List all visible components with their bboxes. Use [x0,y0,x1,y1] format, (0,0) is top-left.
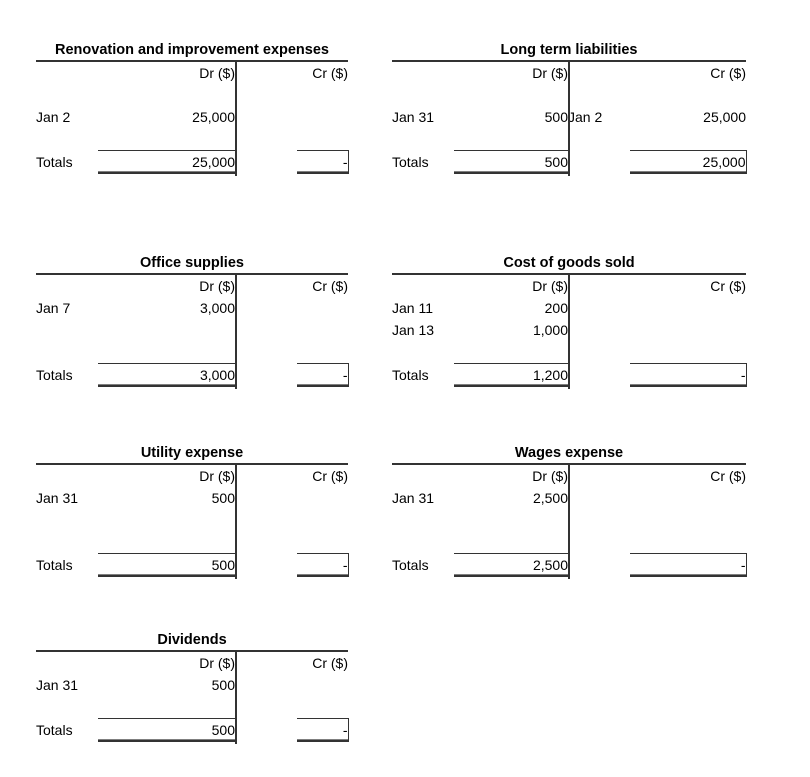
spacer-cell [98,84,235,106]
debit-column-header: Dr ($) [199,468,235,484]
credit-entry-amount: 25,000 [703,109,746,125]
credit-entry-date: Jan 2 [568,109,603,125]
filler-cell [454,531,568,554]
entry-row [36,674,348,696]
filler-cell [98,696,235,719]
totals-gap [235,364,297,387]
credit-column-header: Cr ($) [710,468,746,484]
debit-entry-date: Jan 31 [36,490,79,506]
entry-row [36,487,348,509]
totals-label: Totals [392,154,429,170]
t-account-wages-expense [392,445,746,577]
totals-label: Totals [36,154,73,170]
credit-entry-amount-empty [297,487,348,509]
filler-row [36,319,348,341]
t-account-column-header-row [36,465,348,487]
t-account-title: Wages expense [514,445,624,461]
spacer-cell [568,84,630,106]
header-spacer-debit [36,62,98,84]
debit-entry-amount: 2,500 [532,490,568,506]
filler-cell [98,128,235,151]
filler-cell [36,319,98,341]
entry-row [36,106,348,128]
debit-entry-amount: 3,000 [199,300,235,316]
header-spacer-credit [235,275,297,297]
t-account-grid [36,652,349,742]
credit-entry-date-empty [568,319,630,341]
totals-row [36,554,348,577]
totals-row [36,151,348,174]
debit-entry-date: Jan 13 [392,322,435,338]
t-account-title: Dividends [157,632,227,648]
filler-cell [235,696,297,719]
debit-column-header: Dr ($) [532,65,568,81]
filler-cell [568,128,630,151]
debit-credit-divider [235,652,237,744]
t-account-column-header-row [36,652,348,674]
header-spacer-debit [36,465,98,487]
spacer-cell [36,84,98,106]
credit-total-amount: 25,000 [630,151,746,174]
credit-entry-date-empty [235,487,297,509]
t-account-title: Utility expense [140,445,244,461]
header-spacer-debit [392,465,454,487]
debit-credit-divider [235,62,237,176]
filler-cell [568,341,630,364]
t-account-title: Renovation and improvement expenses [55,42,329,58]
credit-entry-amount-empty [630,487,746,509]
filler-cell [235,531,297,554]
entry-row [36,297,348,319]
t-account-office-supplies [36,255,348,387]
debit-entry-date: Jan 31 [392,109,435,125]
t-account-body [392,273,746,387]
debit-entry-amount: 25,000 [192,109,235,125]
t-account-body [392,463,746,577]
debit-column-header: Dr ($) [199,65,235,81]
debit-entry-date: Jan 31 [392,490,435,506]
t-account-title: Long term liabilities [500,42,638,58]
t-account-column-header-row [36,62,348,84]
debit-total-amount: 3,000 [98,364,235,387]
debit-total-amount: 2,500 [454,554,568,577]
credit-column-header: Cr ($) [312,278,348,294]
filler-cell [454,509,568,531]
spacer-cell [392,84,454,106]
credit-total-amount: - [630,554,746,577]
credit-total-amount: - [297,364,348,387]
t-account-renovation-and-improvement-expenses [36,42,348,174]
t-account-title: Office supplies [140,255,244,271]
debit-total-amount: 1,200 [454,364,568,387]
filler-cell [630,509,746,531]
totals-gap [568,554,630,577]
credit-column-header: Cr ($) [312,468,348,484]
filler-cell [36,509,98,531]
credit-entry-amount-empty [297,674,348,696]
debit-total-amount: 500 [98,554,235,577]
debit-entry-date: Jan 11 [392,300,433,316]
debit-total-amount: 500 [454,151,568,174]
credit-entry-date-empty [235,106,297,128]
filler-cell [454,341,568,364]
header-spacer-debit [36,275,98,297]
filler-cell [297,531,348,554]
filler-cell [392,128,454,151]
totals-label: Totals [392,557,429,573]
debit-entry-date: Jan 7 [36,300,71,316]
filler-row [36,128,348,151]
filler-cell [36,531,98,554]
credit-total-amount: - [297,719,348,742]
filler-cell [235,319,297,341]
debit-credit-divider [235,275,237,389]
totals-gap [568,151,630,174]
t-account-cost-of-goods-sold [392,255,746,387]
filler-cell [98,509,235,531]
credit-column-header: Cr ($) [710,65,746,81]
header-spacer-credit [568,465,630,487]
credit-column-header: Cr ($) [312,65,348,81]
debit-entry-date: Jan 31 [36,677,79,693]
header-spacer-debit [392,275,454,297]
credit-column-header: Cr ($) [312,655,348,671]
debit-entry-amount: 500 [544,109,568,125]
t-account-body [36,650,348,742]
t-account-body [36,463,348,577]
credit-entry-date-empty [235,674,297,696]
filler-row [36,696,348,719]
filler-cell [297,319,348,341]
filler-cell [392,509,454,531]
debit-credit-divider [235,465,237,579]
spacer-row [36,84,348,106]
filler-cell [630,341,746,364]
t-account-column-header-row [36,275,348,297]
spacer-cell [630,84,746,106]
t-account-utility-expense [36,445,348,577]
filler-row [36,509,348,531]
totals-label: Totals [36,557,73,573]
t-account-title: Cost of goods sold [503,255,635,271]
filler-cell [297,696,348,719]
filler-cell [98,341,235,364]
credit-entry-amount-empty [630,319,746,341]
filler-cell [235,128,297,151]
credit-entry-date-empty [568,297,630,319]
header-spacer-credit [235,652,297,674]
debit-credit-divider [568,465,570,579]
filler-cell [568,531,630,554]
filler-row [36,341,348,364]
totals-row [36,719,348,742]
spacer-cell [297,84,348,106]
credit-entry-date-empty [235,297,297,319]
filler-cell [392,341,454,364]
filler-cell [630,128,746,151]
filler-cell [36,696,98,719]
filler-row [36,531,348,554]
debit-credit-divider [568,62,570,176]
debit-credit-divider [568,275,570,389]
spacer-cell [235,84,297,106]
totals-row [36,364,348,387]
filler-cell [235,509,297,531]
header-spacer-debit [36,652,98,674]
totals-gap [235,554,297,577]
credit-total-amount: - [630,364,746,387]
t-account-body [392,60,746,174]
debit-entry-amount: 1,000 [532,322,568,338]
debit-entry-amount: 500 [211,677,235,693]
t-account-grid [36,275,349,387]
filler-cell [36,128,98,151]
debit-column-header: Dr ($) [532,468,568,484]
header-spacer-credit [235,465,297,487]
totals-gap [235,151,297,174]
credit-total-amount: - [297,151,348,174]
filler-cell [297,341,348,364]
debit-entry-amount: 500 [211,490,235,506]
filler-cell [297,128,348,151]
header-spacer-credit [235,62,297,84]
debit-column-header: Dr ($) [199,278,235,294]
totals-label: Totals [36,367,73,383]
debit-column-header: Dr ($) [199,655,235,671]
debit-total-amount: 25,000 [98,151,235,174]
filler-cell [454,128,568,151]
t-account-body [36,60,348,174]
spacer-cell [454,84,568,106]
credit-entry-amount-empty [297,297,348,319]
debit-entry-amount: 200 [544,300,568,316]
filler-cell [568,509,630,531]
header-spacer-debit [392,62,454,84]
header-spacer-credit [568,275,630,297]
credit-entry-amount-empty [630,297,746,319]
t-account-long-term-liabilities [392,42,746,174]
totals-label: Totals [36,722,73,738]
credit-entry-date-empty [568,487,630,509]
totals-gap [568,364,630,387]
filler-cell [392,531,454,554]
totals-gap [235,719,297,742]
t-account-grid [36,465,349,577]
credit-entry-amount-empty [297,106,348,128]
filler-cell [297,509,348,531]
debit-total-amount: 500 [98,719,235,742]
filler-cell [630,531,746,554]
filler-cell [235,341,297,364]
t-account-grid [36,62,349,174]
credit-total-amount: - [297,554,348,577]
debit-column-header: Dr ($) [532,278,568,294]
header-spacer-credit [568,62,630,84]
totals-label: Totals [392,367,429,383]
filler-cell [98,531,235,554]
t-account-body [36,273,348,387]
filler-cell [36,341,98,364]
debit-entry-date: Jan 2 [36,109,71,125]
t-account-dividends [36,632,348,742]
filler-cell [98,319,235,341]
credit-column-header: Cr ($) [710,278,746,294]
